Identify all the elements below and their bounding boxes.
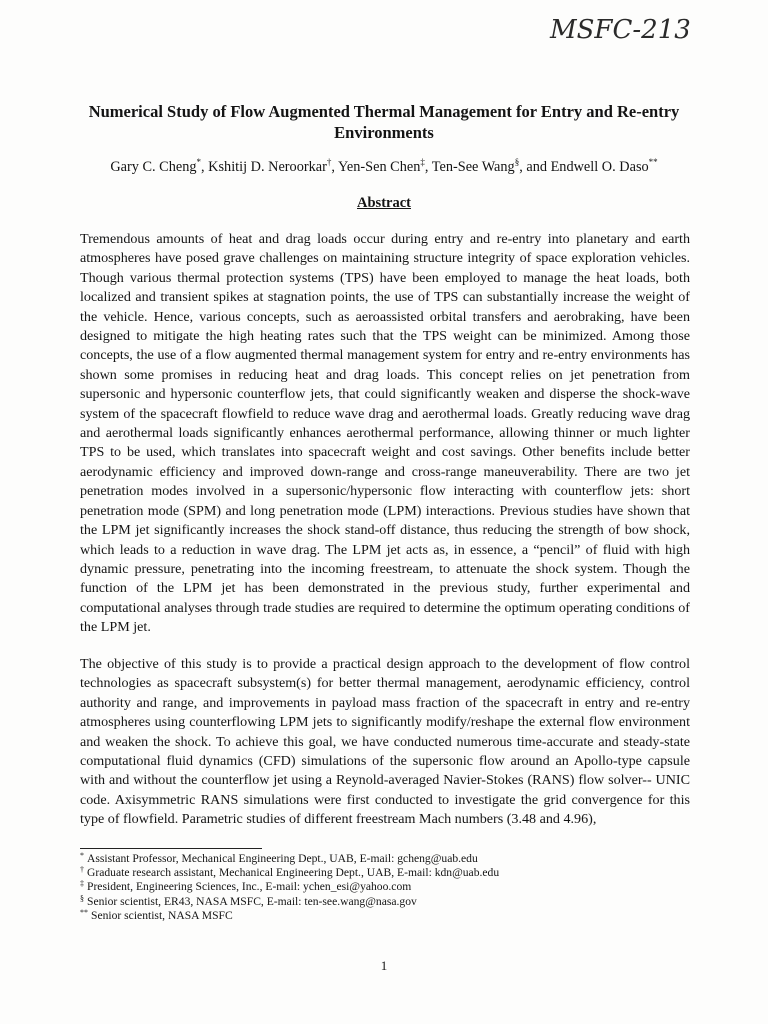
author-separator: , [201,159,209,175]
footnote-item [80,866,700,880]
author-affiliation-mark: § [514,157,520,167]
footnote-mark: § [80,893,84,903]
footnote-list [80,852,700,923]
author-name: Kshitij D. Neroorkar [208,159,327,175]
handwritten-label-mark [548,8,738,50]
author-name: Yen-Sen Chen [338,159,421,175]
footnote-item [80,909,700,923]
abstract-paragraph-1: Tremendous amounts of heat and drag loads occur during entry and re-entry into planetary and earth atmospheres have posed grave challenges on maintaining structure integrity of space exploration vehicles. Though various thermal protection systems (TPS) have been employed to manage the heat loads, both localized and transient spikes at stagnation points, the use of TPS can substantially increase the weight of the vehicle. Hence, various concepts, such as aeroassisted orbital transfers and aerobraking, have been designed to mitigate the high heating rates such that the TPS weight can be minimized. Among those concepts, the use of a flow augmented thermal management system for entry and re-entry environments has shown some promises in reducing heat and drag loads. This concept relies on jet penetration from supersonic and hypersonic counterflow jets, that could significantly weaken and disperse the shock-wave system of the spacecraft flowfield to reduce wave drag and aerothermal loads. Greatly reducing wave drag and aerothermal loads significantly enhances aerothermal performance, allowing thinner or much lighter TPS to be used, which translates into spacecraft weight and cost savings. Other benefits include better aerodynamic efficiency and improved down-range and cross-range maneuverability. There are two jet penetration modes involved in a supersonic/hypersonic flow interacting with counterflow jets: short penetration mode (SPM) and long penetration mode (LPM) interactions. Previous studies have shown that the LPM jet significantly increases the shock stand-off distance, thus reducing the strength of bow shock, which leads to a reduction in wave drag. The LPM jet acts as, in essence, a “pencil” of fluid with high dynamic pressure, penetrating into the incoming freestream, to attenuate the shock system. Though the function of the LPM jet has been demonstrated in the previous study, further experimental and computational analyses through trade studies are required to determine the optimum operating conditions of the LPM jet. [80,231,690,636]
footnote-mark: ** [80,907,88,917]
author-separator: , [331,159,338,175]
author-affiliation-mark: † [326,157,332,167]
footnote-mark: † [80,865,84,875]
abstract-heading: Abstract [357,195,411,211]
author-name: Endwell O. Daso [550,159,649,175]
footnote-item [80,880,700,894]
footnote-text: President, Engineering Sciences, Inc., E-mail: ychen_esi@yahoo.com [87,880,412,894]
author-affiliation-mark: ** [648,157,658,167]
author-affiliation-mark: * [196,157,201,167]
footnote-divider [80,848,262,849]
footnote-mark: * [80,851,84,860]
footnote-item [80,852,700,866]
abstract-paragraph-2: The objective of this study is to provide a practical design approach to the development of flow control technologies as spacecraft subsystem(s) for better thermal management, aerodynamic efficiency, control authority and range, and improvements in payload mass fraction of the spacecraft in entry and re-entry atmospheres using counterflowing LPM jets to significantly modify/reshape the external flow environment and weaken the shock. To achieve this goal, we have conducted numerous time-accurate and steady-state computational fluid dynamics (CFD) simulations of the supersonic flow around an Apollo-type capsule with and without the counterflow jet using a Reynold-averaged Navier-Stokes (RANS) flow solver-- UNIC code. Axisymmetric RANS simulations were first conducted to investigate the grid convergence for this type of flowfield. Parametric studies of different freestream Mach numbers (3.48 and 4.96), [80,656,690,828]
footnote-text: Graduate research assistant, Mechanical Engineering Dept., UAB, E-mail: kdn@uab.edu [87,866,500,880]
author-separator: , [424,159,432,175]
author-separator: , and [519,159,551,175]
handwritten-document-number [548,8,738,50]
footnote-text: Senior scientist, ER43, NASA MSFC, E-mail: ten-see.wang@nasa.gov [87,894,417,908]
paper-title: Numerical Study of Flow Augmented Thermal Management for Entry and Re-entry Environments [88,102,680,142]
author-list [40,158,728,176]
footnote-text: Senior scientist, NASA MSFC [91,908,233,922]
footnote-mark: ‡ [80,879,84,889]
author-name: Gary C. Cheng [110,159,197,175]
page-number: 1 [380,958,388,973]
handwritten-label-text: MSFC-213 [550,15,691,45]
footnote-text: Assistant Professor, Mechanical Engineering Dept., UAB, E-mail: gcheng@uab.edu [87,852,478,865]
author-name: Ten-See Wang [431,159,515,175]
author-affiliation-mark: ‡ [420,157,425,167]
footnote-item [80,895,700,909]
